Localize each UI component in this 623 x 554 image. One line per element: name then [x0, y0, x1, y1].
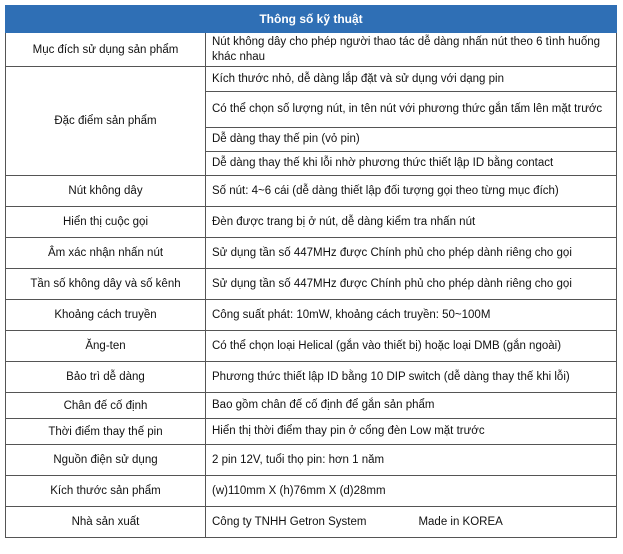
- row-value: Bao gồm chân đế cố định để gắn sản phẩm: [206, 393, 617, 419]
- table-row: [6, 176, 617, 207]
- row-label: Chân đế cố định: [6, 393, 206, 419]
- spec-table: [5, 5, 617, 538]
- row-label: Nguồn điện sử dụng: [6, 445, 206, 476]
- row-value: Sử dụng tần số 447MHz được Chính phủ cho phép dành riêng cho gọi: [206, 269, 617, 300]
- row-label: Mục đích sử dụng sản phẩm: [6, 33, 206, 67]
- row-label: Khoảng cách truyền: [6, 300, 206, 331]
- table-row: [6, 300, 617, 331]
- row-label: Âm xác nhận nhấn nút: [6, 238, 206, 269]
- table-row: [6, 238, 617, 269]
- row-value: Có thể chọn số lượng nút, in tên nút với phương thức gắn tấm lên mặt trước: [206, 92, 617, 128]
- table-row: [6, 207, 617, 238]
- row-value: Phương thức thiết lập ID bằng 10 DIP switch (dễ dàng thay thế khi lỗi): [206, 362, 617, 393]
- table-row: [6, 362, 617, 393]
- table-row: [6, 67, 617, 92]
- row-value: Đèn được trang bị ở nút, dễ dàng kiểm tra nhấn nút: [206, 207, 617, 238]
- origin-text: Made in KOREA: [418, 515, 503, 528]
- row-value: 2 pin 12V, tuổi thọ pin: hơn 1 năm: [206, 445, 617, 476]
- row-label: Hiển thị cuộc gọi: [6, 207, 206, 238]
- row-label: Thời điểm thay thế pin: [6, 419, 206, 445]
- row-value: Hiển thị thời điểm thay pin ở cổng đèn Low mặt trước: [206, 419, 617, 445]
- row-label: Đặc điểm sản phẩm: [6, 67, 206, 176]
- table-row: [6, 269, 617, 300]
- row-value: (w)110mm X (h)76mm X (d)28mm: [206, 476, 617, 507]
- table-row: [6, 33, 617, 67]
- row-label: Kích thước sản phẩm: [6, 476, 206, 507]
- row-value: Sử dụng tần số 447MHz được Chính phủ cho phép dành riêng cho gọi: [206, 238, 617, 269]
- table-row: [6, 393, 617, 419]
- row-value: Nút không dây cho phép người thao tác dễ dàng nhấn nút theo 6 tình huống khác nhau: [206, 33, 617, 67]
- table-row: [6, 445, 617, 476]
- table-header-row: [6, 6, 617, 33]
- manufacturer-name: Công ty TNHH Getron System: [212, 515, 367, 528]
- row-value: Có thể chọn loại Helical (gắn vào thiết bị) hoặc loại DMB (gắn ngoài): [206, 331, 617, 362]
- row-label: Tần số không dây và số kênh: [6, 269, 206, 300]
- row-label: Nút không dây: [6, 176, 206, 207]
- row-label: Bảo trì dễ dàng: [6, 362, 206, 393]
- table-row: [6, 476, 617, 507]
- row-value: Công suất phát: 10mW, khoảng cách truyền: 50~100M: [206, 300, 617, 331]
- row-value: Dễ dàng thay thế pin (vỏ pin): [206, 128, 617, 152]
- row-label: Ăng-ten: [6, 331, 206, 362]
- table-row: [6, 331, 617, 362]
- table-row: [6, 419, 617, 445]
- row-value: Dễ dàng thay thế khi lỗi nhờ phương thức thiết lập ID bằng contact: [206, 152, 617, 176]
- row-label: Nhà sản xuất: [6, 507, 206, 538]
- table-title: Thông số kỹ thuật: [6, 6, 617, 33]
- row-value: Số nút: 4~6 cái (dễ dàng thiết lập đối tượng gọi theo từng mục đích): [206, 176, 617, 207]
- row-value: [206, 507, 617, 538]
- table-row: [6, 507, 617, 538]
- row-value: Kích thước nhỏ, dễ dàng lắp đặt và sử dụng với dạng pin: [206, 67, 617, 92]
